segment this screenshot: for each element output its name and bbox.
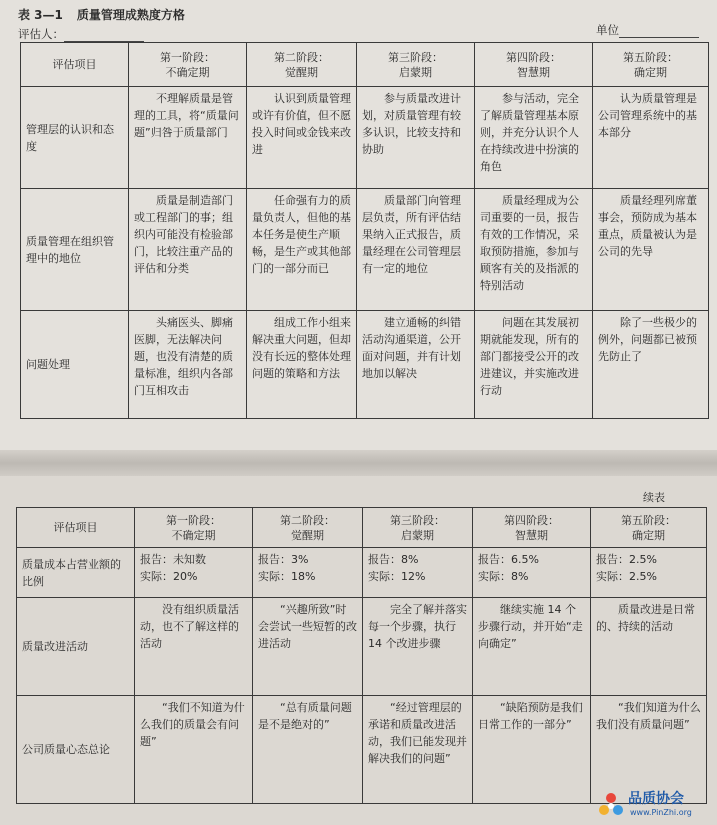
header-stage-2: 第二阶段： 觉醒期: [253, 508, 363, 548]
table-cell: 质量部门向管理层负责，所有评估结果纳入正式报告，质量经理在公司管理层有一定的地位: [357, 189, 475, 311]
table-row: [17, 548, 707, 598]
maturity-grid-table: [20, 42, 709, 419]
table-cell: 质量是制造部门或工程部门的事；组织内可能没有检验部门，比较注重产品的评估和分类: [129, 189, 247, 311]
row-label: 管理层的认识和态度: [21, 87, 129, 189]
pinzhi-logo-icon: [596, 790, 626, 820]
continued-label: 续表: [643, 491, 665, 504]
table-cell: 继续实施 14 个步骤行动，并开始“走向确定”: [473, 598, 591, 696]
table-row: [21, 87, 709, 189]
header-stage-4: 第四阶段： 智慧期: [475, 43, 593, 87]
header-stage-5: 第五阶段： 确定期: [591, 508, 707, 548]
evaluator-blank: [64, 29, 144, 42]
header-stage-1: 第一阶段： 不确定期: [129, 43, 247, 87]
table-cell: 没有组织质量活动，也不了解这样的活动: [135, 598, 253, 696]
evaluator-field: [18, 26, 144, 42]
table-cell: “经过管理层的承诺和质量改进活动，我们已能发现并解决我们的问题”: [363, 696, 473, 804]
table-cell: “兴趣所致”时会尝试一些短暂的改进活动: [253, 598, 363, 696]
table-cell: 任命强有力的质量负责人，但他的基本任务是使生产顺畅，是生产或其他部门的一部分而已: [247, 189, 357, 311]
watermark-name: 品质协会: [628, 791, 684, 807]
header-stage-1: 第一阶段： 不确定期: [135, 508, 253, 548]
table-cell: 参与质量改进计划，对质量管理有较多认识，比较支持和协助: [357, 87, 475, 189]
watermark-url: www.PinZhi.org: [630, 808, 692, 817]
header-item: 评估项目: [17, 508, 135, 548]
table-row: [21, 189, 709, 311]
table-cell: 报告：8% 实际：12%: [363, 548, 473, 598]
row-label: 质量改进活动: [17, 598, 135, 696]
table-cell: 质量经理成为公司重要的一员，报告有效的工作情况，采取预防措施，参加与顾客有关的及指派的特别活动: [475, 189, 593, 311]
table-header-row: [21, 43, 709, 87]
row-label: 公司质量心态总论: [17, 696, 135, 804]
table-row: [17, 598, 707, 696]
table-cell: 报告：未知数 实际：20%: [135, 548, 253, 598]
table-cell: 报告：6.5% 实际：8%: [473, 548, 591, 598]
unit-label: 单位: [596, 23, 619, 37]
unit-field: [596, 22, 699, 38]
header-item: 评估项目: [21, 43, 129, 87]
watermark: [596, 788, 714, 822]
table-row: [21, 311, 709, 419]
table-header-row: [17, 508, 707, 548]
header-stage-4: 第四阶段： 智慧期: [473, 508, 591, 548]
table-cell: 认识到质量管理或许有价值，但不愿投入时间或金钱来改进: [247, 87, 357, 189]
table-number: 表 3—1: [18, 8, 63, 22]
table-cell: 不理解质量是管理的工具，将“质量问题”归咎于质量部门: [129, 87, 247, 189]
table-cell: 参与活动，完全了解质量管理基本原则，并充分认识个人在持续改进中扮演的角色: [475, 87, 593, 189]
table-cell: 质量改进是日常的、持续的活动: [591, 598, 707, 696]
table-cell: 问题在其发展初期就能发现，所有的部门都接受公开的改进建议，并实施改进行动: [475, 311, 593, 419]
table-name: 质量管理成熟度方格: [76, 8, 185, 22]
table-cell: 认为质量管理是公司管理系统中的基本部分: [593, 87, 709, 189]
row-label: 质量管理在组织管理中的地位: [21, 189, 129, 311]
unit-blank: [619, 25, 699, 38]
table-cell: 组成工作小组来解决重大问题，但却没有长远的整体处理问题的策略和方法: [247, 311, 357, 419]
header-stage-5: 第五阶段： 确定期: [593, 43, 709, 87]
row-label: 问题处理: [21, 311, 129, 419]
table-cell: “总有质量问题是不是绝对的”: [253, 696, 363, 804]
table-cell: 报告：2.5% 实际：2.5%: [591, 548, 707, 598]
table-cell: 报告：3% 实际：18%: [253, 548, 363, 598]
row-label: 质量成本占营业额的比例: [17, 548, 135, 598]
table-cell: “缺陷预防是我们日常工作的一部分”: [473, 696, 591, 804]
header-stage-2: 第二阶段： 觉醒期: [247, 43, 357, 87]
table-cell: 建立通畅的纠错活动沟通渠道，公开面对问题，并有计划地加以解决: [357, 311, 475, 419]
header-stage-3: 第三阶段： 启蒙期: [357, 43, 475, 87]
maturity-grid-table-continued: [16, 507, 707, 804]
table-cell: “我们不知道为什么我们的质量会有问题”: [135, 696, 253, 804]
evaluator-label: 评估人：: [18, 27, 64, 41]
header-stage-3: 第三阶段： 启蒙期: [363, 508, 473, 548]
table-cell: 除了一些极少的例外，问题都已被预先防止了: [593, 311, 709, 419]
table-cell: 质量经理列席董事会，预防成为基本重点，质量被认为是公司的先导: [593, 189, 709, 311]
table-cell: “我们知道为什么我们没有质量问题”: [591, 696, 707, 804]
table-cell: 完全了解并落实每一个步骤，执行 14 个改进步骤: [363, 598, 473, 696]
table-cell: 头痛医头、脚痛医脚，无法解决问题，也没有清楚的质量标准，组织内各部门互相攻击: [129, 311, 247, 419]
page-gutter: [0, 450, 717, 476]
table-title: [18, 6, 185, 23]
